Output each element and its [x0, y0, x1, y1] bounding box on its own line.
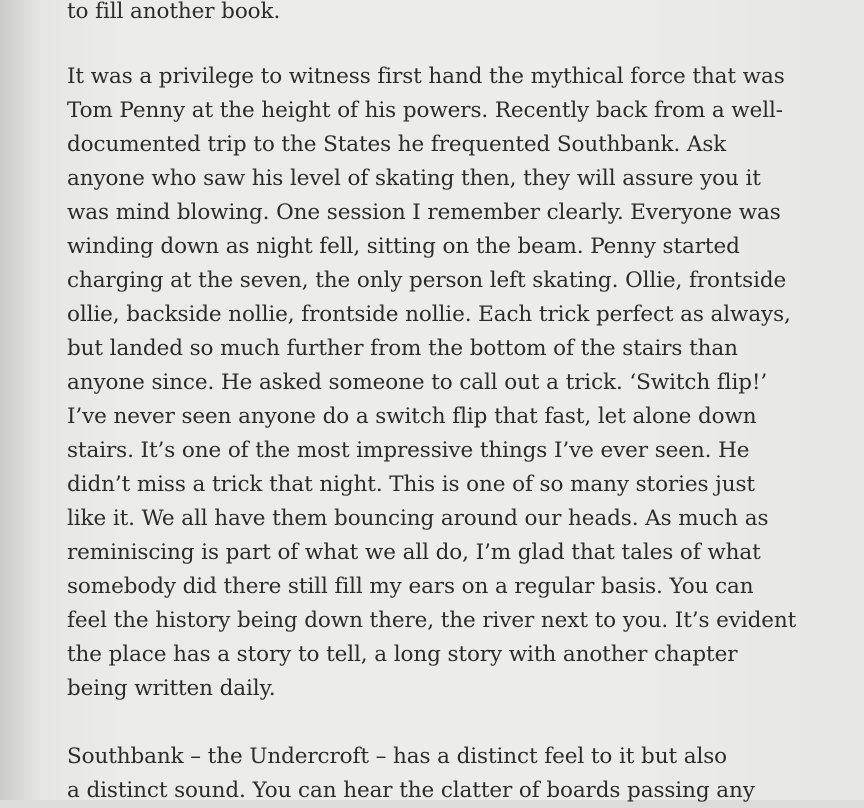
- text-line: reminiscing is part of what we all do, I’m glad that tales of what: [67, 540, 761, 565]
- text-line: Southbank – the Undercroft – has a distinct feel to it but also: [67, 744, 728, 769]
- text-line: documented trip to the States he frequented Southbank. Ask: [67, 132, 727, 157]
- text-line: a distinct sound. You can hear the clatter of boards passing any: [67, 778, 755, 803]
- text-line: the place has a story to tell, a long story with another chapter: [67, 642, 738, 667]
- text-line: feel the history being down there, the river next to you. It’s evident: [67, 608, 797, 633]
- text-line: It was a privilege to witness first hand the mythical force that was: [67, 64, 785, 89]
- text-line: to fill another book.: [67, 0, 281, 24]
- text-line: being written daily.: [67, 676, 276, 701]
- text-line: anyone who saw his level of skating then, they will assure you it: [67, 166, 761, 191]
- text-line: like it. We all have them bouncing around our heads. As much as: [67, 506, 769, 531]
- text-line: didn’t miss a trick that night. This is one of so many stories just: [67, 472, 755, 497]
- text-line: charging at the seven, the only person left skating. Ollie, frontside: [67, 268, 787, 293]
- text-line: somebody did there still fill my ears on a regular basis. You can: [67, 574, 754, 599]
- text-line: I’ve never seen anyone do a switch flip that fast, let alone down: [67, 404, 757, 429]
- text-line: ollie, backside nollie, frontside nollie. Each trick perfect as always,: [67, 302, 791, 327]
- text-line: but landed so much further from the bottom of the stairs than: [67, 336, 738, 361]
- text-line: was mind blowing. One session I remember clearly. Everyone was: [67, 200, 781, 225]
- page-gutter-shadow: [0, 0, 40, 800]
- text-line: Tom Penny at the height of his powers. Recently back from a well-: [67, 98, 783, 123]
- text-line: winding down as night fell, sitting on the beam. Penny started: [67, 234, 740, 259]
- text-line: stairs. It’s one of the most impressive things I’ve ever seen. He: [67, 438, 750, 463]
- text-line: anyone since. He asked someone to call out a trick. ‘Switch flip!’: [67, 370, 768, 395]
